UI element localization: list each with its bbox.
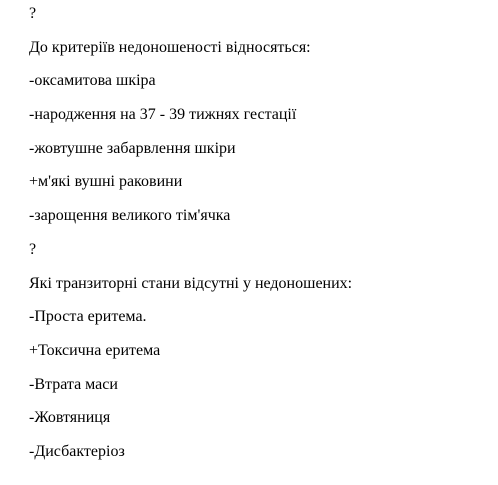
question-marker: ? bbox=[29, 5, 37, 22]
answer-option: -Дисбактеріоз bbox=[29, 442, 125, 460]
answer-option: -жовтушне забарвлення шкіри bbox=[29, 139, 236, 157]
answer-option: -оксамитова шкіра bbox=[29, 72, 156, 90]
answer-option: -зарощення великого тім'ячка bbox=[29, 207, 231, 225]
answer-option-correct: +Токсична еритема bbox=[29, 341, 161, 359]
question-prompt: Які транзиторні стани відсутні у недоношених: bbox=[29, 274, 353, 292]
document-body bbox=[29, 4, 490, 476]
answer-option-correct: +м'які вушні раковини bbox=[29, 173, 183, 191]
answer-option: -народження на 37 - 39 тижнях гестації bbox=[29, 106, 297, 124]
question-prompt: До критеріїв недоношеності відносяться: bbox=[29, 38, 311, 56]
answer-option: -Проста еритема. bbox=[29, 308, 147, 326]
answer-option: -Втрата маси bbox=[29, 375, 118, 393]
answer-option: -Жовтяниця bbox=[29, 409, 111, 427]
question-marker: ? bbox=[29, 240, 37, 258]
